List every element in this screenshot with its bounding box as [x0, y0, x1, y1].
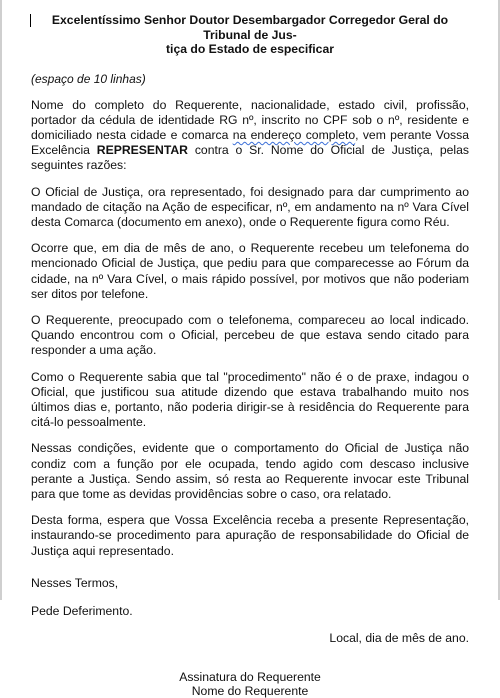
document-body[interactable]	[31, 13, 469, 698]
closing-request: Pede Deferimento.	[31, 603, 133, 618]
space-note: (espaço de 10 linhas)	[31, 71, 146, 86]
paragraph-designation: O Oficial de Justiça, ora representado, foi designado para dar cumprimento ao mandado de citação na Ação de especificar, nº, em andamento na nº Vara Cível desta Comarca (documento em anexo), onde o Requerente figura como Réu.	[31, 184, 469, 229]
paragraph-qualification-start: Nome do completo do Requerente, nacionalidade, estado civil, profissão, portador da cédula de identidade RG nº, inscrito no CPF sob o nº, residente e domiciliado nesta cidade e comarca	[31, 97, 469, 142]
paragraph-qualification	[31, 98, 469, 174]
paragraph-conclusion: Nessas condições, evidente que o comportamento do Oficial de Justiça não condiz com a função por ele ocupada, tendo agido com descaso inclusive perante a Justiça. Sendo assim, só resta ao Requerente invocar este Tribunal para que tome as devidas providências sobre o caso, ora relatado.	[31, 441, 469, 501]
signature-label: Assinatura do Requerente	[179, 669, 321, 684]
paragraph-request: Desta forma, espera que Vossa Excelência receba a presente Representação, instaurando-se procedimento para apuração de responsabilidade do Oficial de Justiça aqui representado.	[31, 513, 469, 558]
representar-bold: REPRESENTAR	[96, 143, 188, 158]
paragraph-qualification-middle: , vem perante Vossa Excelência	[31, 127, 470, 158]
title-line-1: Excelentíssimo Senhor Doutor Desembargador Corregedor Geral do Tribunal de Jus-	[51, 13, 449, 42]
closing-terms: Nesses Termos,	[31, 575, 119, 590]
text-cursor	[30, 14, 31, 27]
place-and-date: Local, dia de mês de ano.	[329, 630, 469, 645]
signature-block	[31, 670, 469, 698]
document-title	[31, 13, 469, 57]
page-left-edge	[0, 0, 2, 600]
requester-name: Nome do Requerente	[191, 683, 309, 698]
paragraph-qualification-end: contra o Sr. Nome do Oficial de Justiça, pelas seguintes razões:	[31, 143, 469, 173]
paragraph-justification: Como o Requerente sabia que tal "procedimento" não é o de praxe, indagou o Oficial, que justificou sua atitude dizendo que estava trabalhando muito nos últimos dias e, portanto, não poderia dirigir-se à residência do Requerente para citá-lo pessoalmente.	[31, 369, 469, 430]
title-line-2: tiça do Estado de especificar	[166, 42, 334, 56]
paragraph-visit: O Requerente, preocupado com o telefonema, compareceu ao local indicado. Quando encontrou com o Oficial, percebeu de que estava sendo citado para responder a uma ação.	[31, 312, 469, 358]
spelling-flagged-text[interactable]: na endereço completo	[232, 127, 356, 142]
paragraph-phone-call: Ocorre que, em dia de mês de ano, o Requerente recebeu um telefonema do mencionado Oficial de Justiça, que pediu para que comparecesse ao Fórum da cidade, na nº Vara Cível, o mais rápido possível, por motivos que não poderiam ser ditos por telefone.	[31, 241, 469, 301]
